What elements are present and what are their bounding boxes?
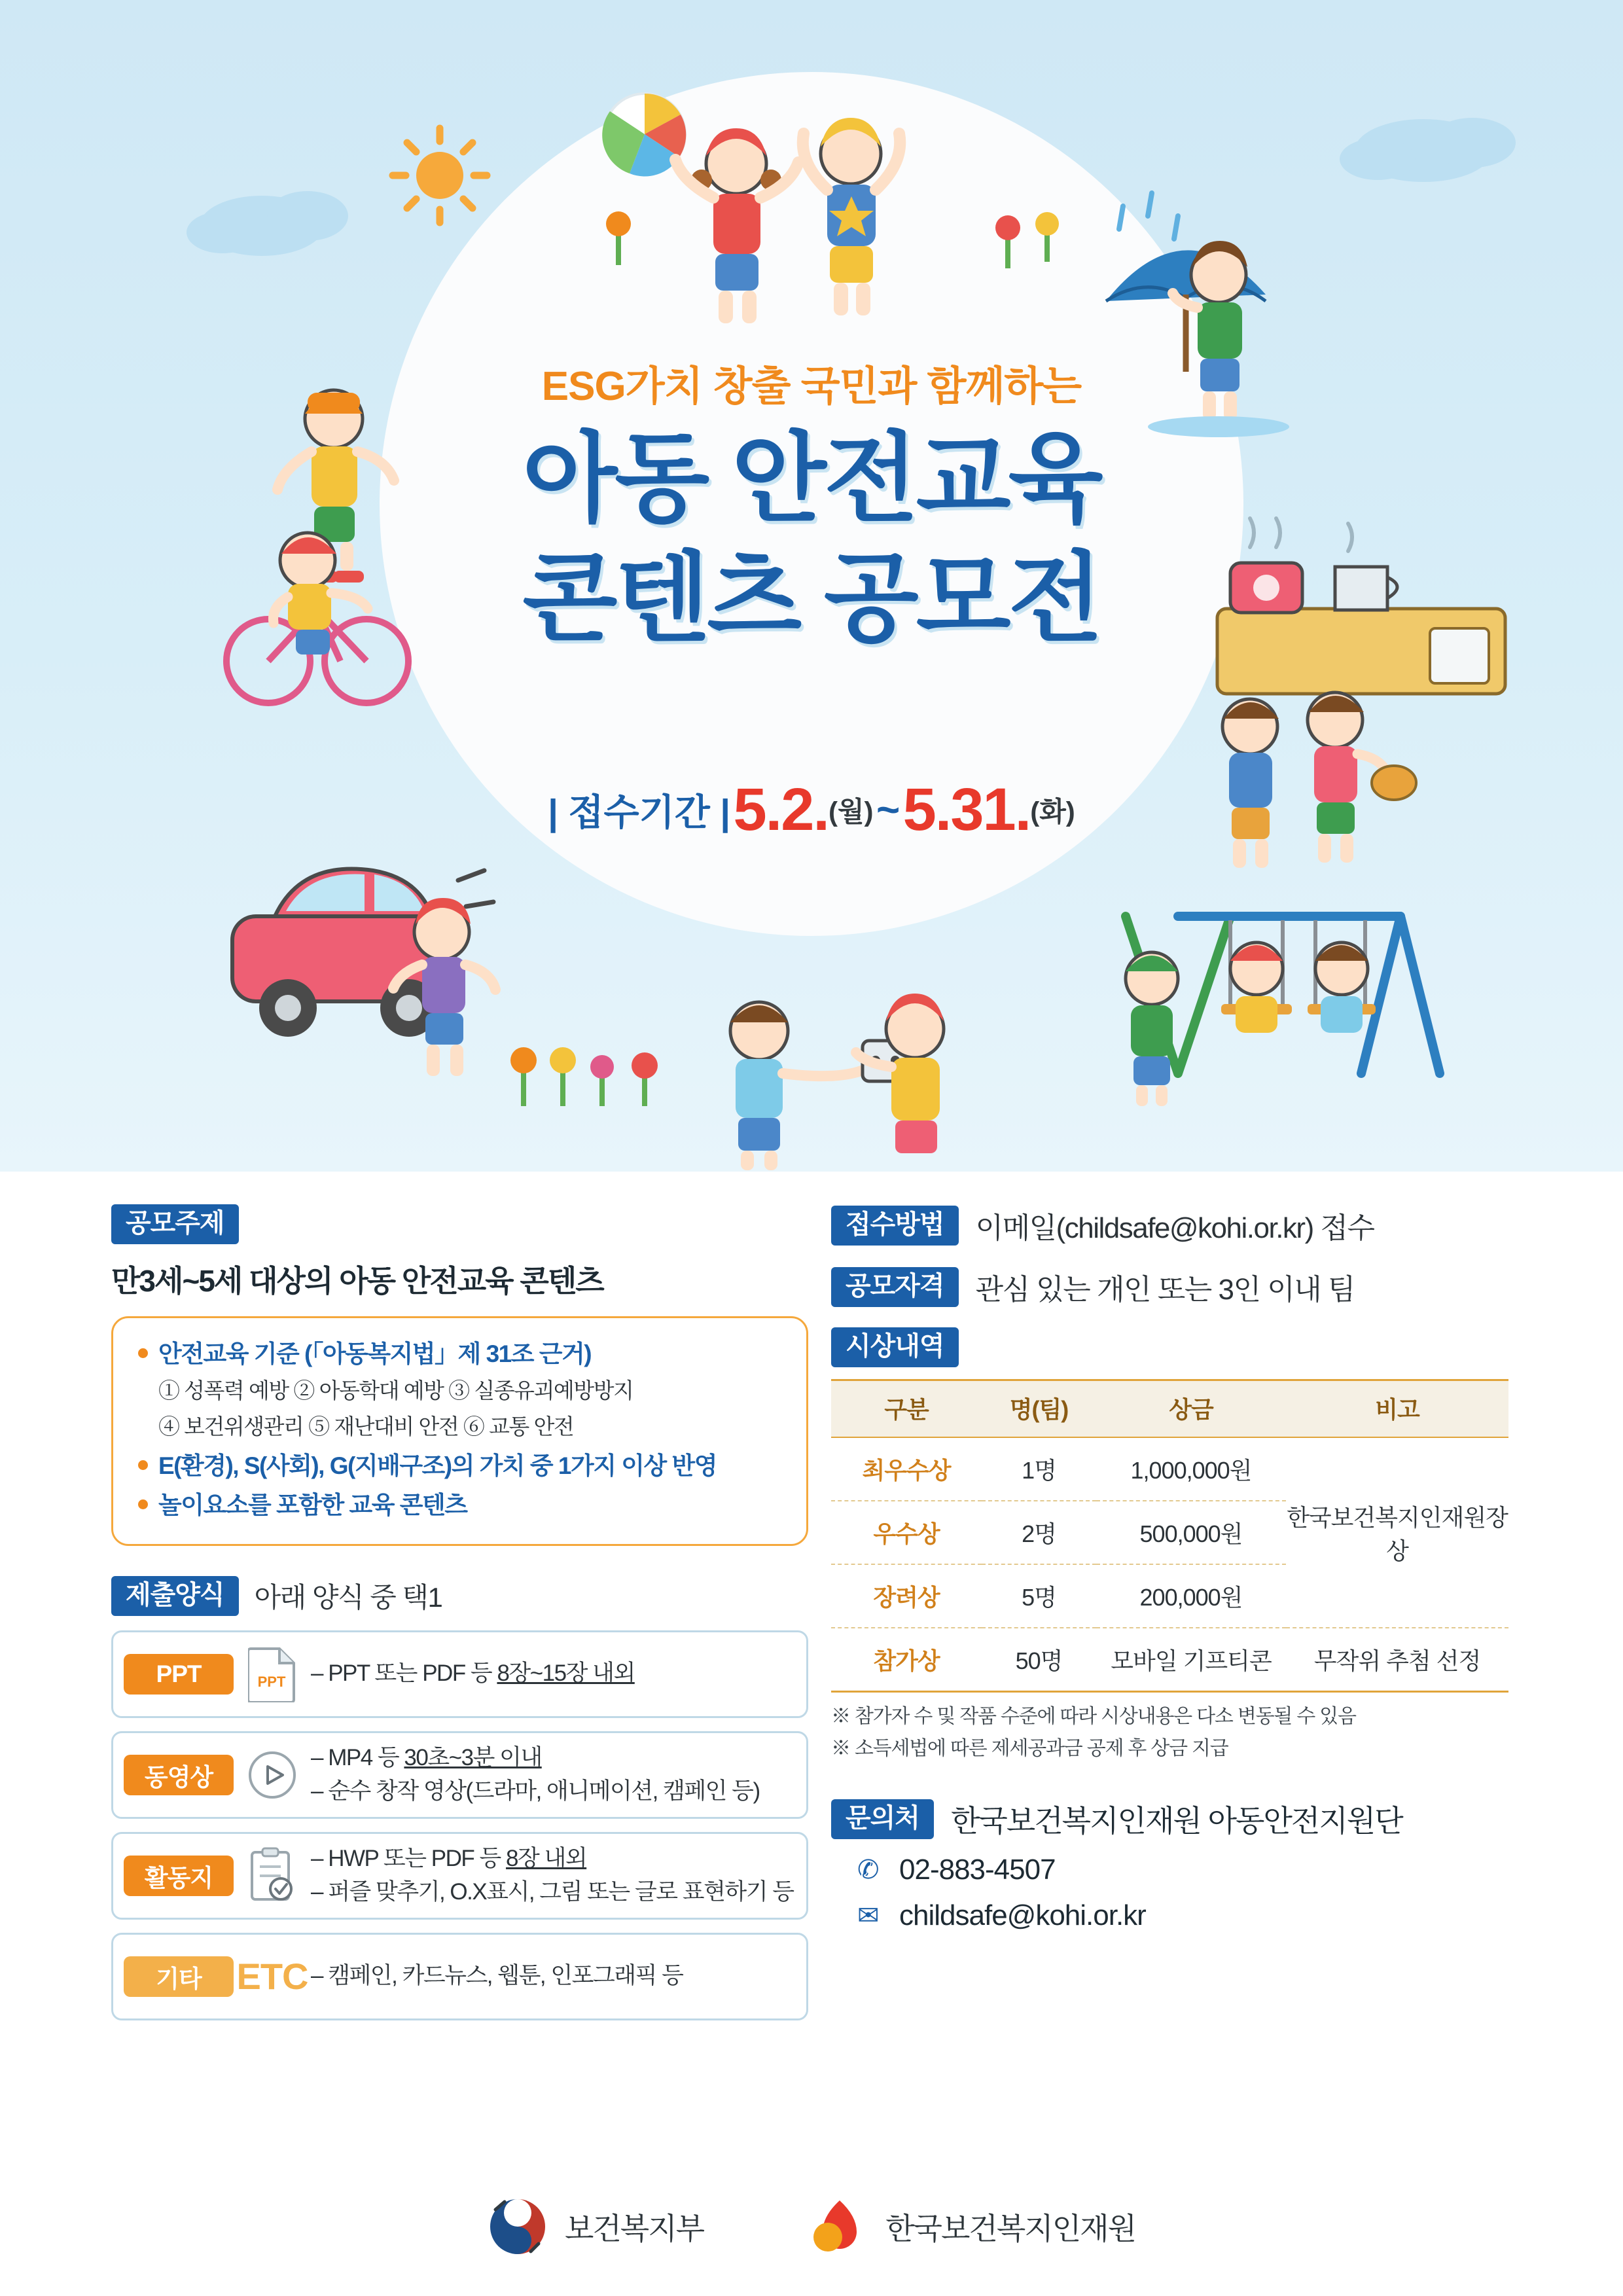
award-prize: 모바일 기프티콘 (1096, 1628, 1286, 1692)
awards-header (831, 1327, 1525, 1367)
play-circle-icon (234, 1749, 311, 1801)
format-chip-worksheet: 활동지 (124, 1856, 234, 1896)
period-end-day: (화) (1030, 796, 1075, 827)
application-period (0, 776, 1623, 844)
format-chip-etc: 기타 (124, 1956, 234, 1997)
bullet-dot-icon (138, 1460, 148, 1470)
eligibility-tag: 공모자격 (831, 1267, 959, 1307)
footer-logos (0, 2197, 1623, 2257)
contact-email-row[interactable] (831, 1899, 1525, 1932)
bullet-main-text: 놀이요소를 포함한 교육 콘텐츠 (158, 1491, 467, 1518)
taegeuk-government-logo-icon (488, 2197, 548, 2257)
submission-format-list (111, 1630, 808, 2020)
title-line-1: 아동 안전교육 (522, 423, 1101, 533)
ppt-file-icon (234, 1646, 311, 1702)
poster-body (0, 1172, 1623, 2296)
format-text-ppt (311, 1657, 635, 1691)
awards-table-header-row (831, 1380, 1508, 1438)
award-count: 2명 (982, 1501, 1096, 1564)
right-column (831, 1204, 1525, 1932)
format-line: – 순수 창작 영상(드라마, 애니메이션, 캠페인 등) (311, 1778, 760, 1804)
subject-section (111, 1204, 808, 1546)
format-row-ppt (111, 1630, 808, 1718)
apply-method-text: 이메일(childsafe@kohi.or.kr) 접수 (975, 1212, 1374, 1244)
format-row-video (111, 1731, 808, 1819)
format-line: – HWP 또는 PDF 등 8장 내외 (311, 1846, 587, 1872)
award-remark: 무작위 추첨 선정 (1286, 1628, 1508, 1692)
awards-note-1: ※ 참가자 수 및 작품 수준에 따라 시상내용은 다소 변동될 수 있음 (831, 1706, 1356, 1727)
left-column (111, 1204, 808, 2034)
award-name: 우수상 (831, 1501, 982, 1564)
submission-tag: 제출양식 (111, 1576, 239, 1616)
contact-section (831, 1797, 1525, 1932)
etc-label: ETC (236, 1956, 308, 1998)
contact-header (831, 1797, 1525, 1840)
format-text-etc (311, 1960, 683, 1993)
format-row-worksheet (111, 1832, 808, 1920)
eligibility-row (831, 1266, 1525, 1308)
logo-mohw (488, 2197, 704, 2257)
eligibility-text: 관심 있는 개인 또는 3인 이내 팀 (975, 1274, 1355, 1306)
title-line-2: 콘텐츠 공모전 (522, 543, 1101, 653)
logo-kohi-text: 한국보건복지인재원 (885, 2212, 1136, 2246)
bullet-dot-icon (138, 1348, 148, 1358)
award-count: 1명 (982, 1437, 1096, 1501)
bullet-item (138, 1338, 781, 1443)
contact-org: 한국보건복지인재원 아동안전지원단 (950, 1804, 1402, 1838)
phone-icon: ✆ (857, 1856, 879, 1884)
submission-header (111, 1576, 808, 1616)
format-line: – PPT 또는 PDF 등 8장~15장 내외 (311, 1660, 635, 1687)
apply-method-row (831, 1204, 1525, 1246)
format-chip-ppt: PPT (124, 1654, 234, 1695)
mail-icon: ✉ (857, 1901, 879, 1930)
bullet-main-text: 안전교육 기준 (「아동복지법」제 31조 근거) (158, 1340, 592, 1367)
awards-table (831, 1379, 1508, 1693)
logo-kohi (808, 2197, 1135, 2257)
format-line: – 퍼즐 맞추기, O.X표시, 그림 또는 글로 표현하기 등 (311, 1878, 794, 1905)
hero-tagline: ESG가치 창출 국민과 함께하는 (541, 364, 1082, 409)
subject-headline: 만3세~5세 대상의 아동 안전교육 콘텐츠 (111, 1264, 603, 1298)
subject-bullet-box (111, 1316, 808, 1546)
subject-tag: 공모주제 (111, 1204, 239, 1244)
contact-phone: 02-883-4507 (899, 1854, 1056, 1886)
contact-email[interactable]: childsafe@kohi.or.kr (899, 1899, 1146, 1931)
award-prize: 200,000원 (1096, 1564, 1286, 1628)
bullet-item (138, 1450, 781, 1482)
etc-text-icon (234, 1955, 311, 1998)
format-text-worksheet (311, 1842, 794, 1909)
awards-col-category: 구분 (831, 1380, 982, 1438)
awards-col-remark: 비고 (1286, 1380, 1508, 1438)
award-count: 50명 (982, 1628, 1096, 1692)
period-start-day: (월) (828, 796, 874, 827)
format-row-etc (111, 1933, 808, 2020)
bullet-sub-text-1: ① 성폭력 예방 ② 아동학대 예방 ③ 실종유괴예방방지 (158, 1378, 633, 1403)
awards-col-count: 명(팀) (982, 1380, 1096, 1438)
format-text-video (311, 1742, 760, 1808)
awards-note-2: ※ 소득세법에 따른 제세공과금 공제 후 상금 지급 (831, 1738, 1228, 1759)
contact-tag: 문의처 (831, 1799, 934, 1839)
period-label: | 접수기간 | (548, 791, 731, 833)
bullet-item (138, 1489, 781, 1522)
table-row (831, 1628, 1508, 1692)
poster-main-title (0, 419, 1623, 658)
awards-col-prize: 상금 (1096, 1380, 1286, 1438)
format-line: – MP4 등 30초~3분 이내 (311, 1745, 542, 1771)
award-name: 참가상 (831, 1628, 982, 1692)
checklist-icon (234, 1847, 311, 1905)
award-remark: 한국보건복지인재원장상 (1286, 1437, 1508, 1628)
award-prize: 500,000원 (1096, 1501, 1286, 1564)
submission-note: 아래 양식 중 택1 (254, 1582, 442, 1613)
award-name: 장려상 (831, 1564, 982, 1628)
table-row (831, 1437, 1508, 1501)
bullet-dot-icon (138, 1499, 148, 1509)
awards-tag: 시상내역 (831, 1327, 959, 1367)
period-end-date: 5.31. (902, 776, 1031, 843)
bullet-main-text: E(환경), S(사회), G(지배구조)의 가치 중 1가지 이상 반영 (158, 1452, 717, 1479)
contact-phone-row (831, 1854, 1525, 1886)
format-line: – 캠페인, 카드뉴스, 웹툰, 인포그래픽 등 (311, 1963, 683, 1989)
kohi-flame-logo-icon (808, 2197, 868, 2257)
format-chip-video: 동영상 (124, 1755, 234, 1795)
svg-text:PPT: PPT (257, 1673, 286, 1690)
apply-method-tag: 접수방법 (831, 1206, 959, 1246)
logo-mohw-text: 보건복지부 (564, 2212, 704, 2246)
award-count: 5명 (982, 1564, 1096, 1628)
award-prize: 1,000,000원 (1096, 1437, 1286, 1501)
bullet-sub-text-2: ④ 보건위생관리 ⑤ 재난대비 안전 ⑥ 교통 안전 (158, 1414, 574, 1439)
award-name: 최우수상 (831, 1437, 982, 1501)
period-start-date: 5.2. (733, 776, 829, 843)
period-separator: ~ (876, 787, 901, 833)
submission-section (111, 1576, 808, 2020)
